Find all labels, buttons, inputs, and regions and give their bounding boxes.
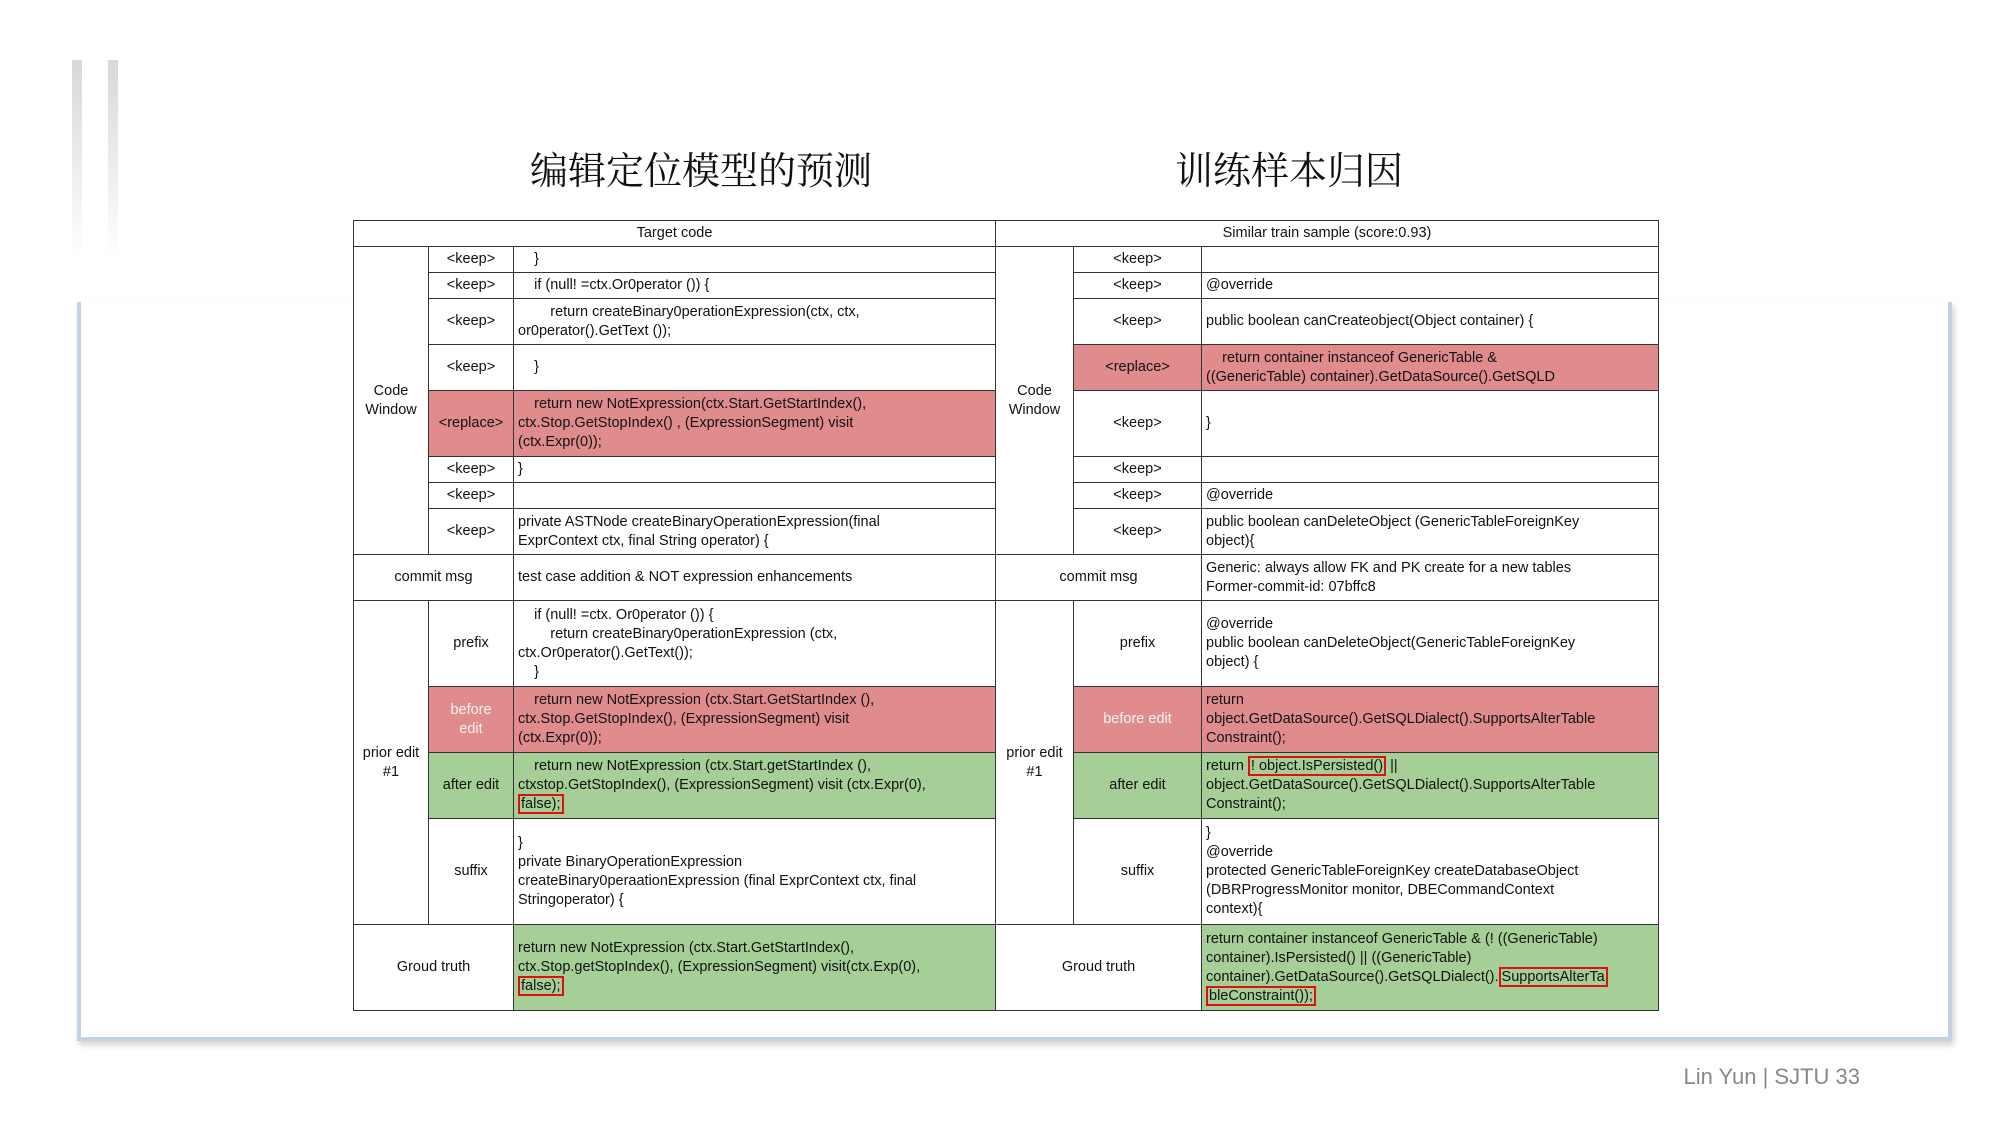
ground-truth-text: return new NotExpression (ctx.Start.GetStartIndex(), ctx.Stop.getStopIndex(), (ExpressionSegment) visit(ctx.Exp(0), — [518, 940, 921, 975]
row-tag: <keep> — [429, 483, 514, 509]
row-tag: <keep> — [429, 273, 514, 299]
left-header: Target code — [354, 221, 996, 247]
prior-edit-label: prior edit #1 — [354, 601, 429, 925]
code-cell: private ASTNode createBinaryOperationExpression(final ExprContext ctx, final String operator) { — [514, 509, 996, 555]
prior-prefix-row — [354, 601, 1659, 687]
code-cell: } — [514, 247, 996, 273]
row-tag: <keep> — [429, 299, 514, 345]
after-edit-text: return new NotExpression (ctx.Start.getStartIndex (), ctxstop.GetStopIndex(), (ExpressionSegment) visit (ctx.Expr(0), — [518, 758, 926, 793]
replace-code-cell: return new NotExpression(ctx.Start.GetStartIndex(), ctx.Stop.GetStopIndex() , (ExpressionSegment) visit (ctx.Expr(0)); — [514, 391, 996, 457]
row-tag: <keep> — [1074, 509, 1202, 555]
table-header-row — [354, 221, 1659, 247]
prefix-label: prefix — [429, 601, 514, 687]
commit-text: Generic: always allow FK and PK create for a new tables Former-commit-id: 07bffc8 — [1202, 555, 1659, 601]
row-tag: <keep> — [1074, 391, 1202, 457]
commit-label: commit msg — [996, 555, 1202, 601]
ground-truth-label: Groud truth — [354, 925, 514, 1011]
code-cell: public boolean canCreateobject(Object container) { — [1202, 299, 1659, 345]
decorative-bar — [108, 60, 118, 260]
row-tag: <keep> — [1074, 483, 1202, 509]
code-cell — [1202, 457, 1659, 483]
replace-tag: <replace> — [429, 391, 514, 457]
code-cell: return createBinary0perationExpression(ctx, ctx, or0perator().GetText ()); — [514, 299, 996, 345]
row-tag: <keep> — [1074, 457, 1202, 483]
row-tag: <keep> — [429, 457, 514, 483]
after-edit-label: after edit — [1074, 753, 1202, 819]
replace-code-cell: return container instanceof GenericTable & ((GenericTable) container).GetDataSource().GetSQLD — [1202, 345, 1659, 391]
code-cell: } — [1202, 391, 1659, 457]
commit-row — [354, 555, 1659, 601]
slide-footer: Lin Yun | SJTU 33 — [1683, 1064, 1860, 1089]
code-cell: @override — [1202, 273, 1659, 299]
suffix-label: suffix — [1074, 819, 1202, 925]
code-cell — [514, 483, 996, 509]
before-edit-label: before edit — [429, 687, 514, 753]
suffix-code: } private BinaryOperationExpression createBinary0peraationExpression (final ExprContext ctx, final Stringoperator) { — [514, 819, 996, 925]
code-cell: @override — [1202, 483, 1659, 509]
row-tag: <keep> — [1074, 273, 1202, 299]
before-edit-label: before edit — [1074, 687, 1202, 753]
after-edit-text: return — [1206, 758, 1248, 774]
highlight-box: bleConstraint()); — [1206, 986, 1316, 1006]
decorative-bar — [72, 60, 82, 260]
highlight-box: SupportsAlterTa — [1499, 967, 1608, 987]
code-cell: if (null! =ctx.Or0perator ()) { — [514, 273, 996, 299]
table-row — [354, 247, 1659, 273]
left-title: 编辑定位模型的预测 — [530, 149, 873, 193]
prefix-code: @override public boolean canDeleteObject(GenericTableForeignKey object) { — [1202, 601, 1659, 687]
row-tag: <keep> — [429, 247, 514, 273]
prefix-label: prefix — [1074, 601, 1202, 687]
row-tag: <keep> — [1074, 247, 1202, 273]
row-tag: <keep> — [429, 345, 514, 391]
code-cell: public boolean canDeleteObject (GenericTableForeignKey object){ — [1202, 509, 1659, 555]
code-cell: } — [514, 345, 996, 391]
commit-text: test case addition & NOT expression enhancements — [514, 555, 996, 601]
ground-truth-code — [514, 925, 996, 1011]
before-edit-code: return object.GetDataSource().GetSQLDialect().SupportsAlterTable Constraint(); — [1202, 687, 1659, 753]
highlight-box: false); — [518, 794, 564, 814]
code-window-label: Code Window — [354, 247, 429, 555]
suffix-label: suffix — [429, 819, 514, 925]
ground-truth-row — [354, 925, 1659, 1011]
ground-truth-code — [1202, 925, 1659, 1011]
replace-tag: <replace> — [1074, 345, 1202, 391]
highlight-box: false); — [518, 976, 564, 996]
prior-edit-label: prior edit #1 — [996, 601, 1074, 925]
before-edit-code: return new NotExpression (ctx.Start.GetStartIndex (), ctx.Stop.GetStopIndex(), (ExpressionSegment) visit (ctx.Expr(0)); — [514, 687, 996, 753]
right-title: 训练样本归因 — [1175, 149, 1404, 193]
code-window-label: Code Window — [996, 247, 1074, 555]
ground-truth-text: return container instanceof GenericTable & (! ((GenericTable) container).IsPersisted() || ((GenericTable) container).GetDataSource().GetSQLDialect(). — [1206, 930, 1598, 985]
prefix-code: if (null! =ctx. Or0perator ()) { return createBinary0perationExpression (ctx, ctx.Or0perator().GetText()); } — [514, 601, 996, 687]
ground-truth-label: Groud truth — [996, 925, 1202, 1011]
after-edit-code — [1202, 753, 1659, 819]
after-edit-label: after edit — [429, 753, 514, 819]
right-header: Similar train sample (score:0.93) — [996, 221, 1659, 247]
suffix-code: } @override protected GenericTableForeignKey createDatabaseObject (DBRProgressMonitor monitor, DBECommandContext context){ — [1202, 819, 1659, 925]
commit-label: commit msg — [354, 555, 514, 601]
highlight-box: ! object.IsPersisted() — [1248, 756, 1386, 776]
code-cell: } — [514, 457, 996, 483]
code-cell — [1202, 247, 1659, 273]
after-edit-code — [514, 753, 996, 819]
row-tag: <keep> — [429, 509, 514, 555]
after-edit-text: || object.GetDataSource().GetSQLDialect().SupportsAlterTable Constraint(); — [1206, 758, 1596, 812]
row-tag: <keep> — [1074, 299, 1202, 345]
attribution-table — [353, 220, 1659, 1011]
